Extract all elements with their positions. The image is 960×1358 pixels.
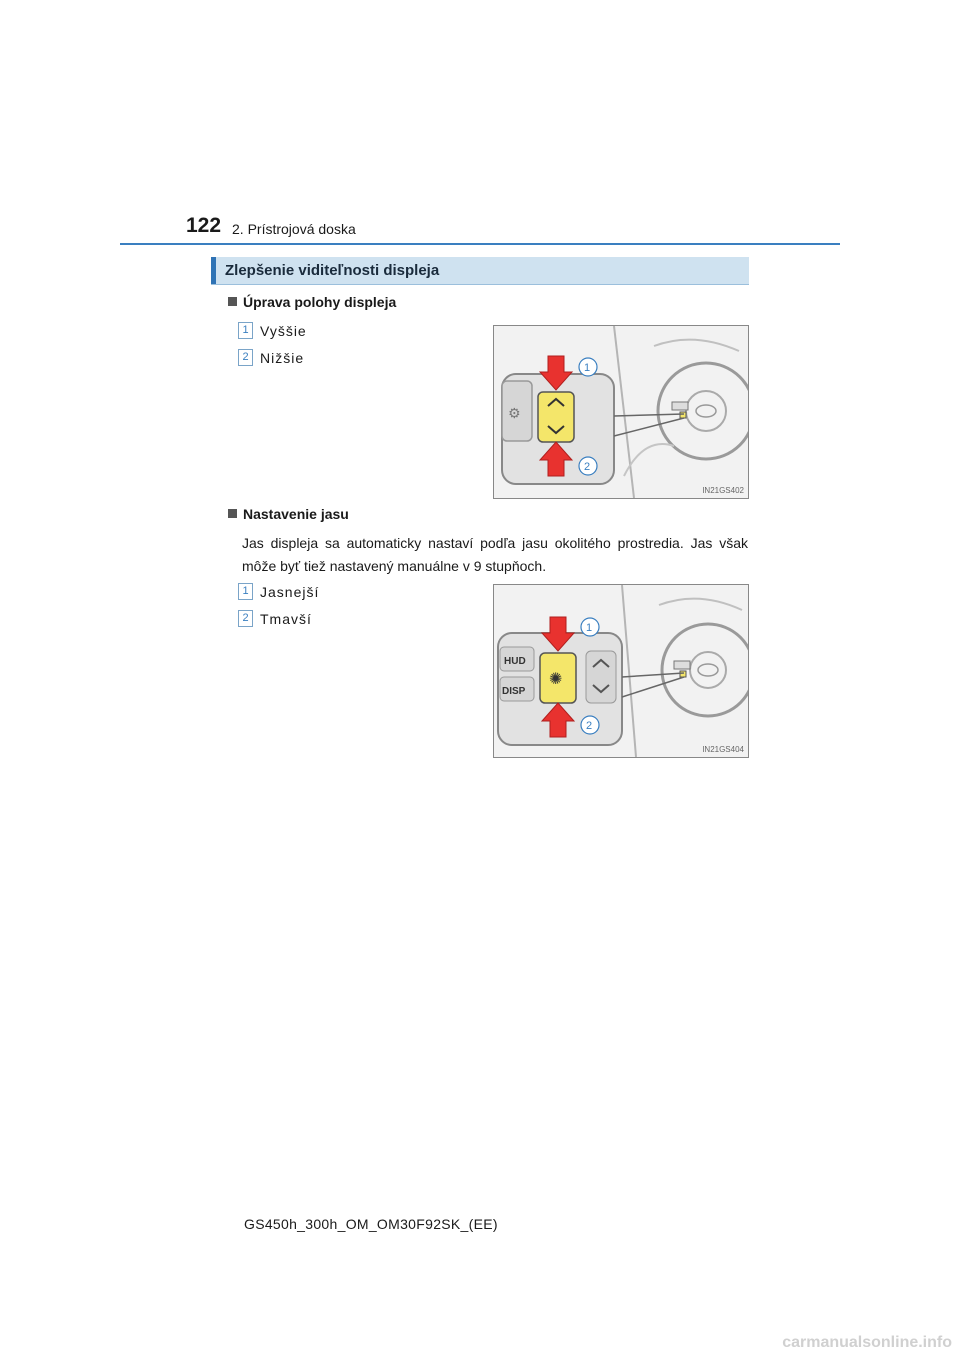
subhead-brightness [228,506,349,522]
brightness-icon: ✺ [549,671,563,688]
figure-position-adjust [493,325,749,499]
hud-button-label: HUD [504,656,526,667]
figure-brightness-adjust [493,584,749,758]
page-number: 122 [186,214,222,237]
header-rule [120,243,840,245]
callout-2: 2 [586,720,593,732]
chapter-title: 2. Prístrojová doska [232,221,356,237]
subhead-position [228,294,396,310]
subhead-brightness-label: Nastavenie jasu [243,506,349,522]
callout-2: 2 [584,461,591,473]
disp-button-label: DISP [502,686,526,697]
item-brighter: Jasnejší [260,584,320,600]
item-number-badge: 2 [238,349,253,366]
watermark: carmanualsonline.info [782,1334,952,1351]
figure-code: IN21GS404 [702,745,744,754]
item-darker: Tmavší [260,611,312,627]
square-bullet-icon [228,509,237,518]
section-title: Zlepšenie viditeľnosti displeja [225,262,440,279]
item-number-badge: 1 [238,322,253,339]
item-higher: Vyššie [260,323,307,339]
item-lower: Nižšie [260,350,305,366]
brightness-description: Jas displeja sa automaticky nastaví podľa jasu okolitého prostredia. Jas však môže byť tiež nastavený manuálne v 9 stupňoch. [242,535,748,574]
square-bullet-icon [228,297,237,306]
callout-1: 1 [584,362,591,374]
footer-doc-id: GS450h_300h_OM_OM30F92SK_(EE) [244,1216,498,1232]
section-accent [211,257,216,284]
item-number-badge: 2 [238,610,253,627]
subhead-position-label: Úprava polohy displeja [243,294,397,310]
callout-1: 1 [586,622,593,634]
figure-code: IN21GS402 [702,486,744,495]
item-number-badge: 1 [238,583,253,600]
display-icon: ⚙ [508,405,521,421]
section-heading-bar [211,257,749,285]
